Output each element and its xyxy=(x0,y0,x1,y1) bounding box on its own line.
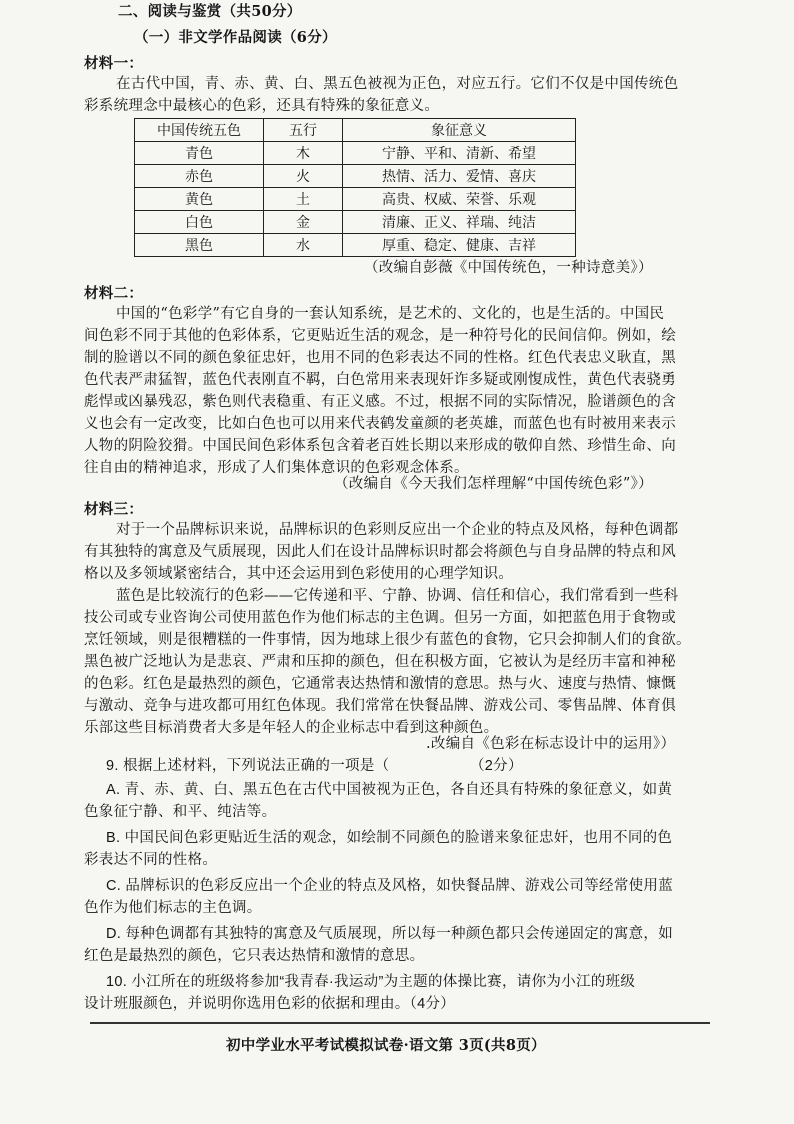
material3-line: 技公司或专业咨询公司使用蓝色作为他们标志的主色调。但另一方面，如把蓝色用于食物或 xyxy=(84,610,676,626)
table-row xyxy=(135,211,576,234)
q9-option-b-cont: 彩表达不同的性格。 xyxy=(84,852,218,868)
material2-line: 中国的“色彩学”有它自身的一套认知系统，是艺术的、文化的，也是生活的。中国民 xyxy=(116,306,665,322)
table-row xyxy=(135,188,576,211)
material3-line: 与激动、竞争与进攻都可用红色体现。我们常常在快餐品牌、游戏公司、零售品牌、体育俱 xyxy=(84,698,676,714)
table-cell: 清廉、正义、祥瑞、纯洁 xyxy=(343,211,576,234)
material3-source: .改编自《色彩在标志设计中的运用》） xyxy=(426,736,676,752)
table-cell: 金 xyxy=(264,211,343,234)
table-cell: 赤色 xyxy=(135,165,264,188)
q9-option-a: A. 青、赤、黄、白、黑五色在古代中国被视为正色，各自还具有特殊的象征意义，如黄 xyxy=(106,782,673,798)
material1-source: （改编自彭薇《中国传统色，一种诗意美》） xyxy=(364,260,653,276)
material3-line: 的色彩。红色是最热烈的颜色，它通常表达热情和激情的意思。热与火、速度与热情、慷慨 xyxy=(84,676,676,692)
five-colors-table xyxy=(134,118,576,257)
q10-line: 设计班服颜色，并说明你选用色彩的依据和理由。（4分） xyxy=(84,996,456,1012)
material2-label: 材料二： xyxy=(84,285,144,302)
material2-source: （改编自《今天我们怎样理解“中国传统色彩”》） xyxy=(334,476,653,492)
table-cell: 厚重、稳定、健康、吉祥 xyxy=(343,234,576,257)
q9-option-d: D. 每种色调都有其独特的寓意及气质展现，所以每一种颜色都只会传递固定的寓意，如 xyxy=(106,926,674,942)
table-header-row xyxy=(135,119,576,142)
table-header-cell: 中国传统五色 xyxy=(135,119,264,142)
material3-line: 有其独特的寓意及气质展现，因此人们在设计品牌标识时都会将颜色与自身品牌的特点和风 xyxy=(84,544,676,560)
table-cell: 火 xyxy=(264,165,343,188)
table-cell: 木 xyxy=(264,142,343,165)
q9-option-c-cont: 色作为他们标志的主色调。 xyxy=(84,900,262,916)
q10-line: 10. 小江所在的班级将参加“我青春·我运动”为主题的体操比赛，请你为小江的班级 xyxy=(106,974,636,990)
material3-line: 烹饪领域，则是很糟糕的一件事情，因为地球上很少有蓝色的食物，它只会抑制人们的食欲。 xyxy=(84,632,691,648)
material3-label: 材料三： xyxy=(84,501,144,518)
q9-option-b: B. 中国民间色彩更贴近生活的观念，如绘制不同颜色的脸谱来象征忠奸，也用不同的色 xyxy=(106,830,673,846)
sub-heading: （一）非文学作品阅读（6分） xyxy=(134,29,337,46)
material2-line: 间色彩不同于其他的色彩体系，它更贴近生活的观念，是一种符号化的民间信仰。例如，绘 xyxy=(84,328,676,344)
material1-line: 彩系统理念中最核心的色彩，还具有特殊的象征意义。 xyxy=(84,98,440,114)
q9-option-c: C. 品牌标识的色彩反应出一个企业的特点及风格，如快餐品牌、游戏公司等经常使用蓝 xyxy=(106,878,674,894)
material2-line: 彪悍或凶暴残忍，紫色则代表稳重、有正义感。不过，根据不同的实际情况，脸谱颜色的含 xyxy=(84,394,676,410)
material2-line: 往自由的精神追求，形成了人们集体意识的色彩观念体系。 xyxy=(84,460,469,476)
table-cell: 宁静、平和、清新、希望 xyxy=(343,142,576,165)
footer-divider xyxy=(90,1022,710,1024)
material2-line: 色代表严肃猛智，蓝色代表刚直不羁，白色常用来表现奸诈多疑或刚愎成性，黄色代表骁勇 xyxy=(84,372,676,388)
material3-line: 黑色被广泛地认为是悲哀、严肃和压抑的颜色，但在积极方面，它被认为是经历丰富和神秘 xyxy=(84,654,676,670)
table-cell: 土 xyxy=(264,188,343,211)
q9-stem: 9. 根据上述材料，下列说法正确的一项是（ xyxy=(106,758,390,774)
table-cell: 热情、活力、爱情、喜庆 xyxy=(343,165,576,188)
table-cell: 高贵、权威、荣誉、乐观 xyxy=(343,188,576,211)
material3-line: 格以及多领域紧密结合，其中还会运用到色彩使用的心理学知识。 xyxy=(84,566,514,582)
table-cell: 黑色 xyxy=(135,234,264,257)
table-row xyxy=(135,142,576,165)
table-cell: 青色 xyxy=(135,142,264,165)
material3-line: 蓝色是比较流行的色彩——它传递和平、宁静、协调、信任和信心，我们常看到一些科 xyxy=(116,588,679,604)
material2-line: 制的脸谱以不同的颜色象征忠奸，也用不同的色彩表达不同的性格。红色代表忠义耿直，黑 xyxy=(84,350,676,366)
table-cell: 白色 xyxy=(135,211,264,234)
page-footer: 初中学业水平考试模拟试卷·语文第 3页(共8页） xyxy=(226,1037,546,1054)
material1-line: 在古代中国，青、赤、黄、白、黑五色被视为正色，对应五行。它们不仅是中国传统色 xyxy=(116,76,679,92)
table-cell: 黄色 xyxy=(135,188,264,211)
table-row xyxy=(135,234,576,257)
material3-line: 对于一个品牌标识来说，品牌标识的色彩则反应出一个企业的特点及风格，每种色调都 xyxy=(116,522,679,538)
table-header-cell: 五行 xyxy=(264,119,343,142)
q9-option-a-cont: 色象征宁静、和平、纯洁等。 xyxy=(84,804,277,820)
section-heading: 二、阅读与鉴赏（共50分） xyxy=(118,3,302,20)
q9-points: （2分） xyxy=(470,758,523,774)
q9-option-d-cont: 红色是最热烈的颜色，它只表达热情和激情的意思。 xyxy=(84,948,425,964)
material2-line: 义也会有一定改变，比如白色也可以用来代表鹤发童颜的老英雄，而蓝色也有时被用来表示 xyxy=(84,416,676,432)
table-header-cell: 象征意义 xyxy=(343,119,576,142)
table-cell: 水 xyxy=(264,234,343,257)
material2-line: 人物的阴险狡猾。中国民间色彩体系包含着老百姓长期以来形成的敬仰自然、珍惜生命、向 xyxy=(84,438,676,454)
table-row xyxy=(135,165,576,188)
material3-line: 乐部这些目标消费者大多是年轻人的企业标志中看到这种颜色。 xyxy=(84,720,499,736)
material1-label: 材料一： xyxy=(84,55,144,72)
